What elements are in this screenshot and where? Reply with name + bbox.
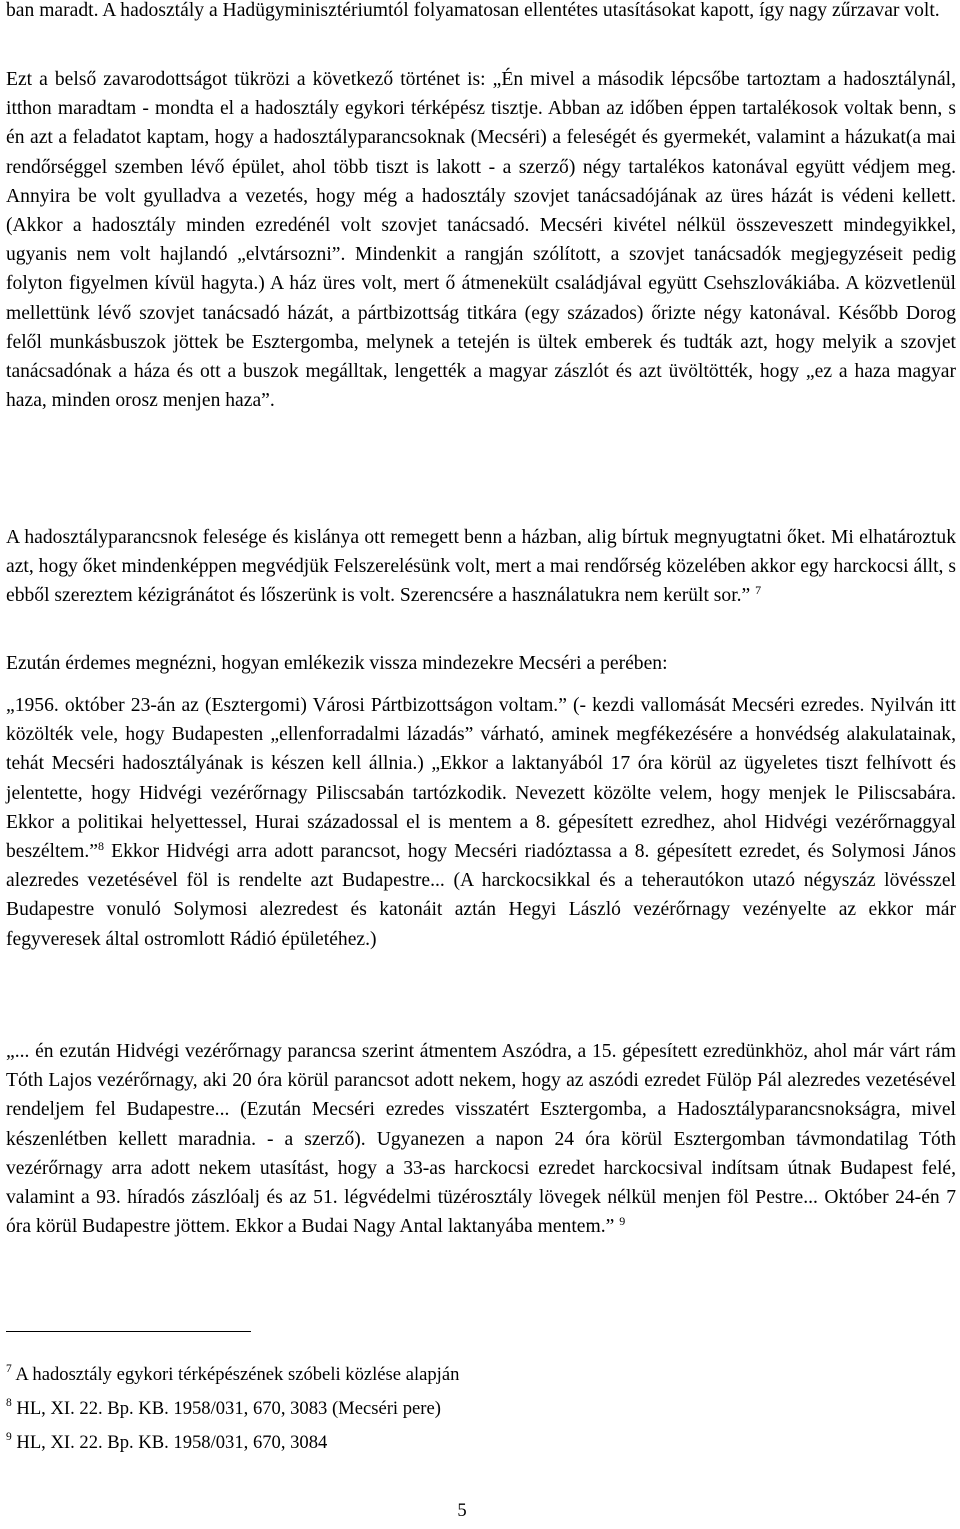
paragraph-4 — [6, 649, 956, 678]
footnote-divider — [6, 1331, 251, 1332]
page-number: 5 — [457, 1500, 467, 1521]
footnote-8 — [6, 1392, 906, 1426]
footnote-ref-9[interactable]: 9 — [619, 1214, 626, 1229]
paragraph-6 — [6, 1037, 956, 1241]
paragraph-text: A hadosztályparancsnok felesége és kislánya ott remegett benn a házban, alig bírtuk megnyugtatni őket. Mi elhatároztuk azt, hogy őket mindenképpen megvédjük Felszerelésünk volt, mert a mai rendőrség közelében akkor egy harckocsi állt, s ebből szereztem kézigránátot és lőszerünk is volt. Szerencsére a használatukra nem került sor.” — [6, 527, 956, 607]
footnote-text: A hadosztály egykori térképészének szóbeli közlése alapján — [11, 1364, 460, 1385]
footnote-7 — [6, 1358, 906, 1392]
footnote-ref-8[interactable]: 8 — [97, 839, 104, 854]
paragraph-text: „1956. október 23-án az (Esztergomi) Városi Pártbizottságon voltam.” (- kezdi vallomását Mecséri ezredes. Nyilván itt közölték vele, hogy Budapesten „ellenforradalmi lázadás” várható, aminek megfékezésére a honvédség alakulatainak, tehát Mecséri hadosztályának is készen kell állnia.) „Ekkor a laktanyából 17 óra körül az ügyeletes tiszt felhívott és jelentette, hogy Hidvégi vezérőrnagy Piliscsabán tartózkodik. Nevezett közölte velem, hogy menjek le Piliscsabára. Ekkor a politikai helyettessel, Hurai századossal el is mentem a 8. gépesített ezredhez, ahol Hidvégi vezérőrnaggyal beszéltem.” — [6, 695, 956, 863]
paragraph-text: ban maradt. A hadosztály a Hadügyminisztériumtól folyamatosan ellentétes utasításokat kapott, így nagy zűrzavar volt. — [6, 0, 940, 21]
paragraph-text: „... én ezután Hidvégi vezérőrnagy parancsa szerint átmentem Aszódra, a 15. gépesített ezredünkhöz, ahol már várt rám Tóth Lajos vezérőrnagy, aki 20 óra körül parancsot adott nekem, hogy az aszódi ezredet Fülöp Pál alezredes vezetésével rendeljem fel Budapestre... (Ezután Mecséri ezredes visszatért Esztergomba, a Hadosztályparancsnokságra, mivel készenlétben kellett maradnia. - a szerző). Ugyanezen a napon 24 óra körül Esztergomban távmondatilag Tóth vezérőrnagy arra adott nekem utasítást, hogy a 33-as harckocsi ezredet harckocsival indítsam útnak Budapest felé, valamint a 93. híradós zászlóalj és az 51. légvédelmi tüzérosztály lövegek nélkül menjen föl Pestre... Október 24-én 7 óra körül Budapestre jöttem. Ekkor a Budai Nagy Antal laktanyába mentem.” — [6, 1041, 956, 1238]
footnote-number: 7 — [6, 1363, 12, 1375]
paragraph-text: Ezután érdemes megnézni, hogyan emlékezik vissza mindezekre Mecséri a perében: — [6, 653, 668, 674]
footnote-text: HL, XI. 22. Bp. KB. 1958/031, 670, 3084 — [11, 1432, 328, 1453]
paragraph-2 — [6, 65, 956, 415]
footnote-ref-7[interactable]: 7 — [755, 583, 762, 598]
footnote-text: HL, XI. 22. Bp. KB. 1958/031, 670, 3083 (Mecséri pere) — [11, 1398, 441, 1419]
paragraph-1 — [6, 0, 956, 25]
footnotes — [6, 1358, 906, 1460]
footnote-9 — [6, 1426, 906, 1460]
paragraph-3 — [6, 523, 956, 611]
paragraph-text: Ezt a belső zavarodottságot tükrözi a következő történet is: „Én mivel a második lépcsőbe tartoztam a hadosztálynál, itthon maradtam - mondta el a hadosztály egykori térképész tisztje. Abban az időben éppen tartalékosok voltak benn, s én azt a feladatot kaptam, hogy a hadosztályparancsoknak (Mecséri) a feleségét és gyermekét, valamint a házukat(a mai rendőrséggel szemben lévő épület, ahol több tiszt is lakott - a szerző) négy tartalékos katonával együtt védjem meg. Annyira be volt gyulladva a vezetés, hogy még a hadosztály szovjet tanácsadójának az üres házát is védeni kellett. (Akkor a hadosztály minden ezredénél volt szovjet tanácsadó. Mecséri kivétel nélkül összeveszett mindegyikkel, ugyanis nem volt hajlandó „elvtársozni”. Mindenkit a rangján szólított, a szovjet tanácsadók megjegyzéseit pedig folyton figyelmen kívül hagyta.) A ház üres volt, mert ő átmenekült családjával együtt Csehszlovákiába. A közvetlenül mellettünk lévő szovjet tanácsadó házát, a pártbizottság titkára (egy százados) őrizte négy katonával. Később Dorog felől munkásbuszok jöttek be Esztergomba, melynek a tetején is ültek emberek és tudták azt, hogy melyik a szovjet tanácsadónak a háza és ott a buszok megálltak, lengették a magyar zászlót és azt üvöltötték, hogy „ez a haza magyar haza, minden orosz menjen haza”. — [6, 69, 956, 412]
paragraph-text-continued: Ekkor Hidvégi arra adott parancsot, hogy Mecséri riadóztassa a 8. gépesített ezredet, és Solymosi János alezredes vezetésével föl is rendelte azt Budapestre... (A harckocsikkal és a teherautókon utazó négyszáz lövésszel Budapestre vonuló Solymosi alezredest és katonáit aztán Hegyi László vezérőrnagy vezényelte az ekkor már fegyveresek által ostromlott Rádió épületéhez.) — [6, 841, 956, 950]
paragraph-5 — [6, 691, 956, 954]
footnote-number: 8 — [6, 1397, 12, 1409]
footnote-number: 9 — [6, 1431, 12, 1443]
